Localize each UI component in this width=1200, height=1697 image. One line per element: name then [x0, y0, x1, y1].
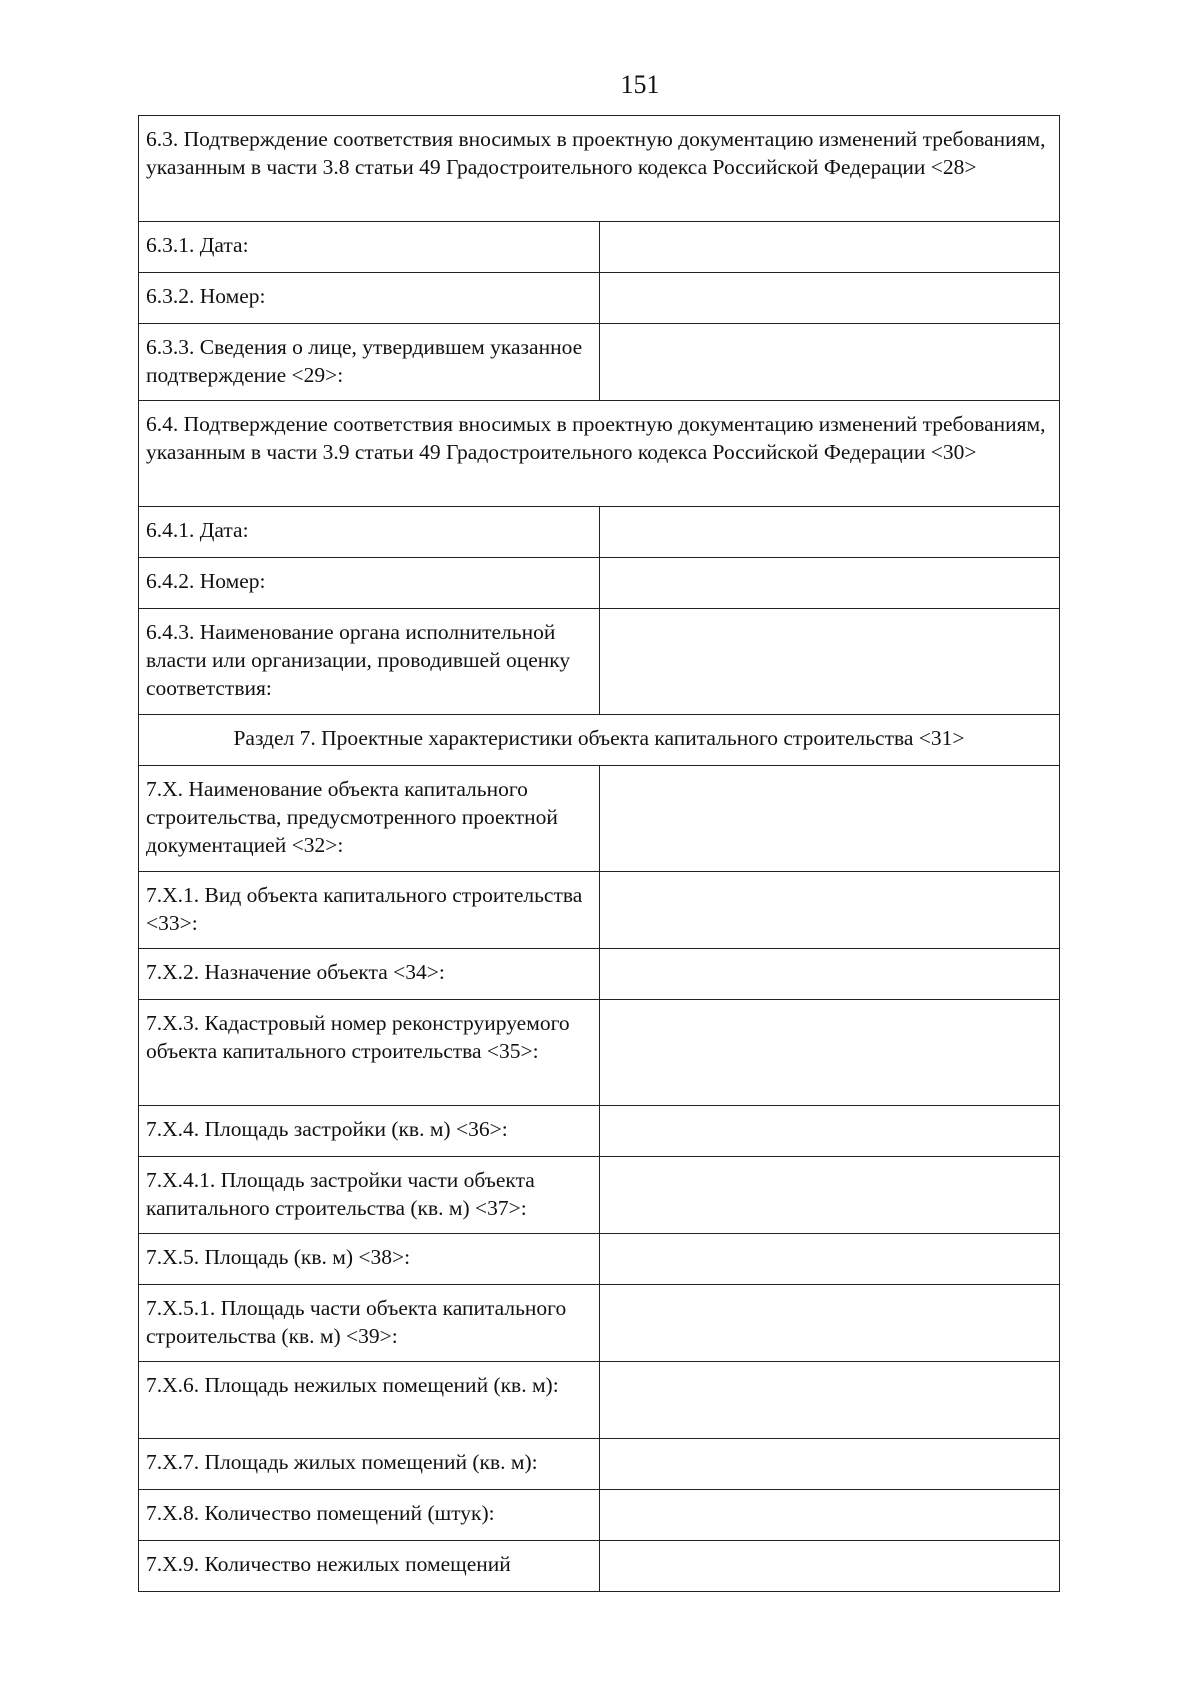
field-label-7-x-5: 7.X.5. Площадь (кв. м) <38>:: [139, 1234, 600, 1285]
table-row: [139, 1106, 1060, 1157]
section-7-heading-row: [139, 715, 1060, 766]
field-label-7-x: 7.X. Наименование объекта капитального строительства, предусмотренного проектной документацией <32>:: [139, 766, 600, 872]
field-value-6-4-2[interactable]: [599, 558, 1060, 609]
table-row: [139, 1234, 1060, 1285]
field-value-6-3-1[interactable]: [599, 222, 1060, 273]
field-label-7-x-4: 7.X.4. Площадь застройки (кв. м) <36>:: [139, 1106, 600, 1157]
section-6-4-heading: 6.4. Подтверждение соответствия вносимых в проектную документацию изменений требованиям, указанным в части 3.9 статьи 49 Градостроительного кодекса Российской Федерации <30>: [139, 401, 1060, 507]
field-label-7-x-2: 7.X.2. Назначение объекта <34>:: [139, 949, 600, 1000]
table-row: [139, 1157, 1060, 1234]
field-value-7-x-3[interactable]: [599, 1000, 1060, 1106]
table-row: [139, 609, 1060, 715]
table-row: [139, 872, 1060, 949]
form-table-body: [139, 116, 1060, 1592]
table-row: [139, 1000, 1060, 1106]
table-row: [139, 1439, 1060, 1490]
field-value-7-x-2[interactable]: [599, 949, 1060, 1000]
field-value-7-x[interactable]: [599, 766, 1060, 872]
field-label-6-4-1: 6.4.1. Дата:: [139, 507, 600, 558]
field-value-7-x-7[interactable]: [599, 1439, 1060, 1490]
field-label-7-x-1: 7.X.1. Вид объекта капитального строительства <33>:: [139, 872, 600, 949]
field-value-7-x-8[interactable]: [599, 1490, 1060, 1541]
field-label-6-3-2: 6.3.2. Номер:: [139, 273, 600, 324]
table-row: [139, 949, 1060, 1000]
field-value-7-x-9[interactable]: [599, 1541, 1060, 1592]
form-table: [138, 115, 1060, 1592]
field-label-6-4-2: 6.4.2. Номер:: [139, 558, 600, 609]
field-label-7-x-3: 7.X.3. Кадастровый номер реконструируемого объекта капитального строительства <35>:: [139, 1000, 600, 1106]
table-row: [139, 558, 1060, 609]
table-row: [139, 1285, 1060, 1362]
field-label-7-x-9: 7.X.9. Количество нежилых помещений: [139, 1541, 600, 1592]
field-label-7-x-7: 7.X.7. Площадь жилых помещений (кв. м):: [139, 1439, 600, 1490]
field-label-7-x-6: 7.X.6. Площадь нежилых помещений (кв. м):: [139, 1362, 600, 1439]
table-row: [139, 273, 1060, 324]
field-value-7-x-4[interactable]: [599, 1106, 1060, 1157]
table-row: [139, 1362, 1060, 1439]
field-label-7-x-4-1: 7.X.4.1. Площадь застройки части объекта капитального строительства (кв. м) <37>:: [139, 1157, 600, 1234]
field-value-6-3-2[interactable]: [599, 273, 1060, 324]
table-row: [139, 766, 1060, 872]
field-label-6-3-3: 6.3.3. Сведения о лице, утвердившем указанное подтверждение <29>:: [139, 324, 600, 401]
field-value-7-x-6[interactable]: [599, 1362, 1060, 1439]
field-label-7-x-8: 7.X.8. Количество помещений (штук):: [139, 1490, 600, 1541]
field-value-7-x-5[interactable]: [599, 1234, 1060, 1285]
field-label-7-x-5-1: 7.X.5.1. Площадь части объекта капитального строительства (кв. м) <39>:: [139, 1285, 600, 1362]
table-row: [139, 1490, 1060, 1541]
section-6-3-heading-row: [139, 116, 1060, 222]
section-6-3-heading: 6.3. Подтверждение соответствия вносимых в проектную документацию изменений требованиям, указанным в части 3.8 статьи 49 Градостроительного кодекса Российской Федерации <28>: [139, 116, 1060, 222]
table-row: [139, 222, 1060, 273]
field-value-6-3-3[interactable]: [599, 324, 1060, 401]
table-row: [139, 1541, 1060, 1592]
field-value-7-x-5-1[interactable]: [599, 1285, 1060, 1362]
field-label-6-3-1: 6.3.1. Дата:: [139, 222, 600, 273]
field-value-6-4-1[interactable]: [599, 507, 1060, 558]
field-value-7-x-4-1[interactable]: [599, 1157, 1060, 1234]
page-number: 151: [620, 70, 660, 99]
field-label-6-4-3: 6.4.3. Наименование органа исполнительной власти или организации, проводившей оценку соответствия:: [139, 609, 600, 715]
table-row: [139, 324, 1060, 401]
field-value-6-4-3[interactable]: [599, 609, 1060, 715]
section-7-heading: Раздел 7. Проектные характеристики объекта капитального строительства <31>: [139, 715, 1060, 766]
field-value-7-x-1[interactable]: [599, 872, 1060, 949]
section-6-4-heading-row: [139, 401, 1060, 507]
table-row: [139, 507, 1060, 558]
